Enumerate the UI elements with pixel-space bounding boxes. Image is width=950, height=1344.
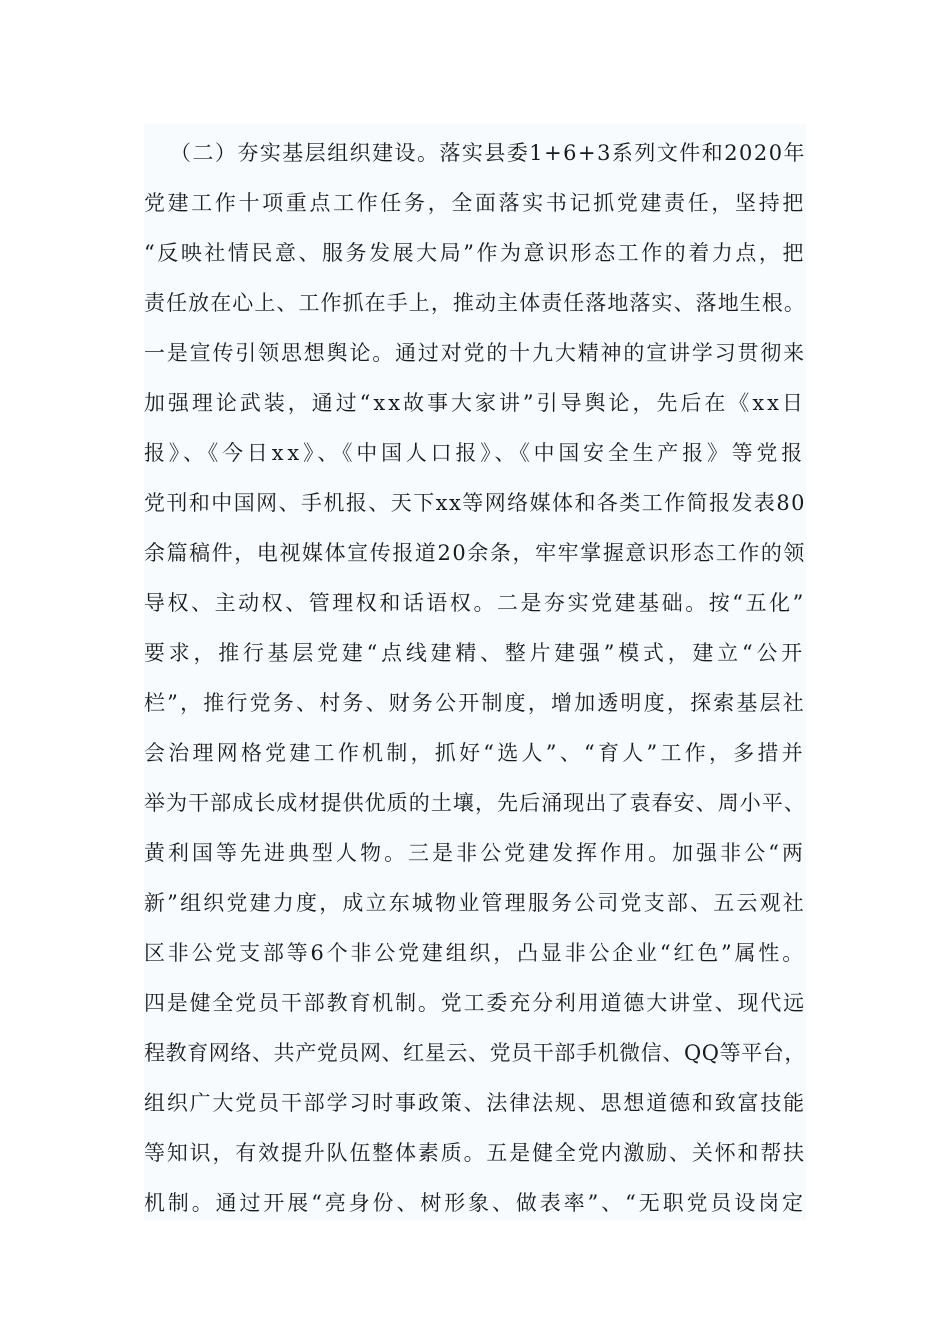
paragraph-line: 区非公党支部等6个非公党建组织，凸显非公企业“红色”属性。 (144, 941, 806, 965)
paragraph-line: 加强理论武装，通过“xx故事大家讲”引导舆论，先后在《xx日 (144, 391, 806, 415)
paragraph-line: 举为干部成长成材提供优质的土壤，先后涌现出了袁春安、周小平、 (144, 791, 806, 815)
paragraph-line: 党刊和中国网、手机报、天下xx等网络媒体和各类工作简报发表80 (144, 491, 806, 515)
paragraph-line: 会治理网格党建工作机制，抓好“选人”、“育人”工作，多措并 (144, 741, 806, 765)
paragraph-line: 一是宣传引领思想舆论。通过对党的十九大精神的宣讲学习贯彻来 (144, 341, 806, 365)
paragraph-line: 机制。通过开展“亮身份、树形象、做表率”、“无职党员设岗定 (144, 1191, 806, 1215)
paragraph-line: 要求，推行基层党建“点线建精、整片建强”模式，建立“公开 (144, 641, 806, 665)
paragraph-line: “反映社情民意、服务发展大局”作为意识形态工作的着力点，把 (144, 241, 806, 265)
paragraph-line: 导权、主动权、管理权和话语权。二是夯实党建基础。按“五化” (144, 591, 806, 615)
document-paragraph (144, 124, 806, 1220)
paragraph-line: 责任放在心上、工作抓在手上，推动主体责任落地落实、落地生根。 (144, 291, 806, 315)
paragraph-line: 报》、《今日xx》、《中国人口报》、《中国安全生产报》等党报 (144, 441, 806, 465)
paragraph-line: 栏”，推行党务、村务、财务公开制度，增加透明度，探索基层社 (144, 691, 806, 715)
paragraph-line: 程教育网络、共产党员网、红星云、党员干部手机微信、QQ等平台， (144, 1041, 806, 1065)
paragraph-line: 黄利国等先进典型人物。三是非公党建发挥作用。加强非公“两 (144, 841, 806, 865)
paragraph-line: 组织广大党员干部学习时事政策、法律法规、思想道德和致富技能 (144, 1091, 806, 1115)
paragraph-line: 等知识，有效提升队伍整体素质。五是健全党内激励、关怀和帮扶 (144, 1141, 806, 1165)
paragraph-line: 余篇稿件，电视媒体宣传报道20余条，牢牢掌握意识形态工作的领 (144, 541, 806, 565)
paragraph-line: 四是健全党员干部教育机制。党工委充分利用道德大讲堂、现代远 (144, 991, 806, 1015)
paragraph-line: 党建工作十项重点工作任务，全面落实书记抓党建责任，坚持把 (144, 191, 806, 215)
paragraph-line: 新”组织党建力度，成立东城物业管理服务公司党支部、五云观社 (144, 891, 806, 915)
paragraph-line: （二）夯实基层组织建设。落实县委1+6+3系列文件和2020年 (170, 141, 806, 165)
